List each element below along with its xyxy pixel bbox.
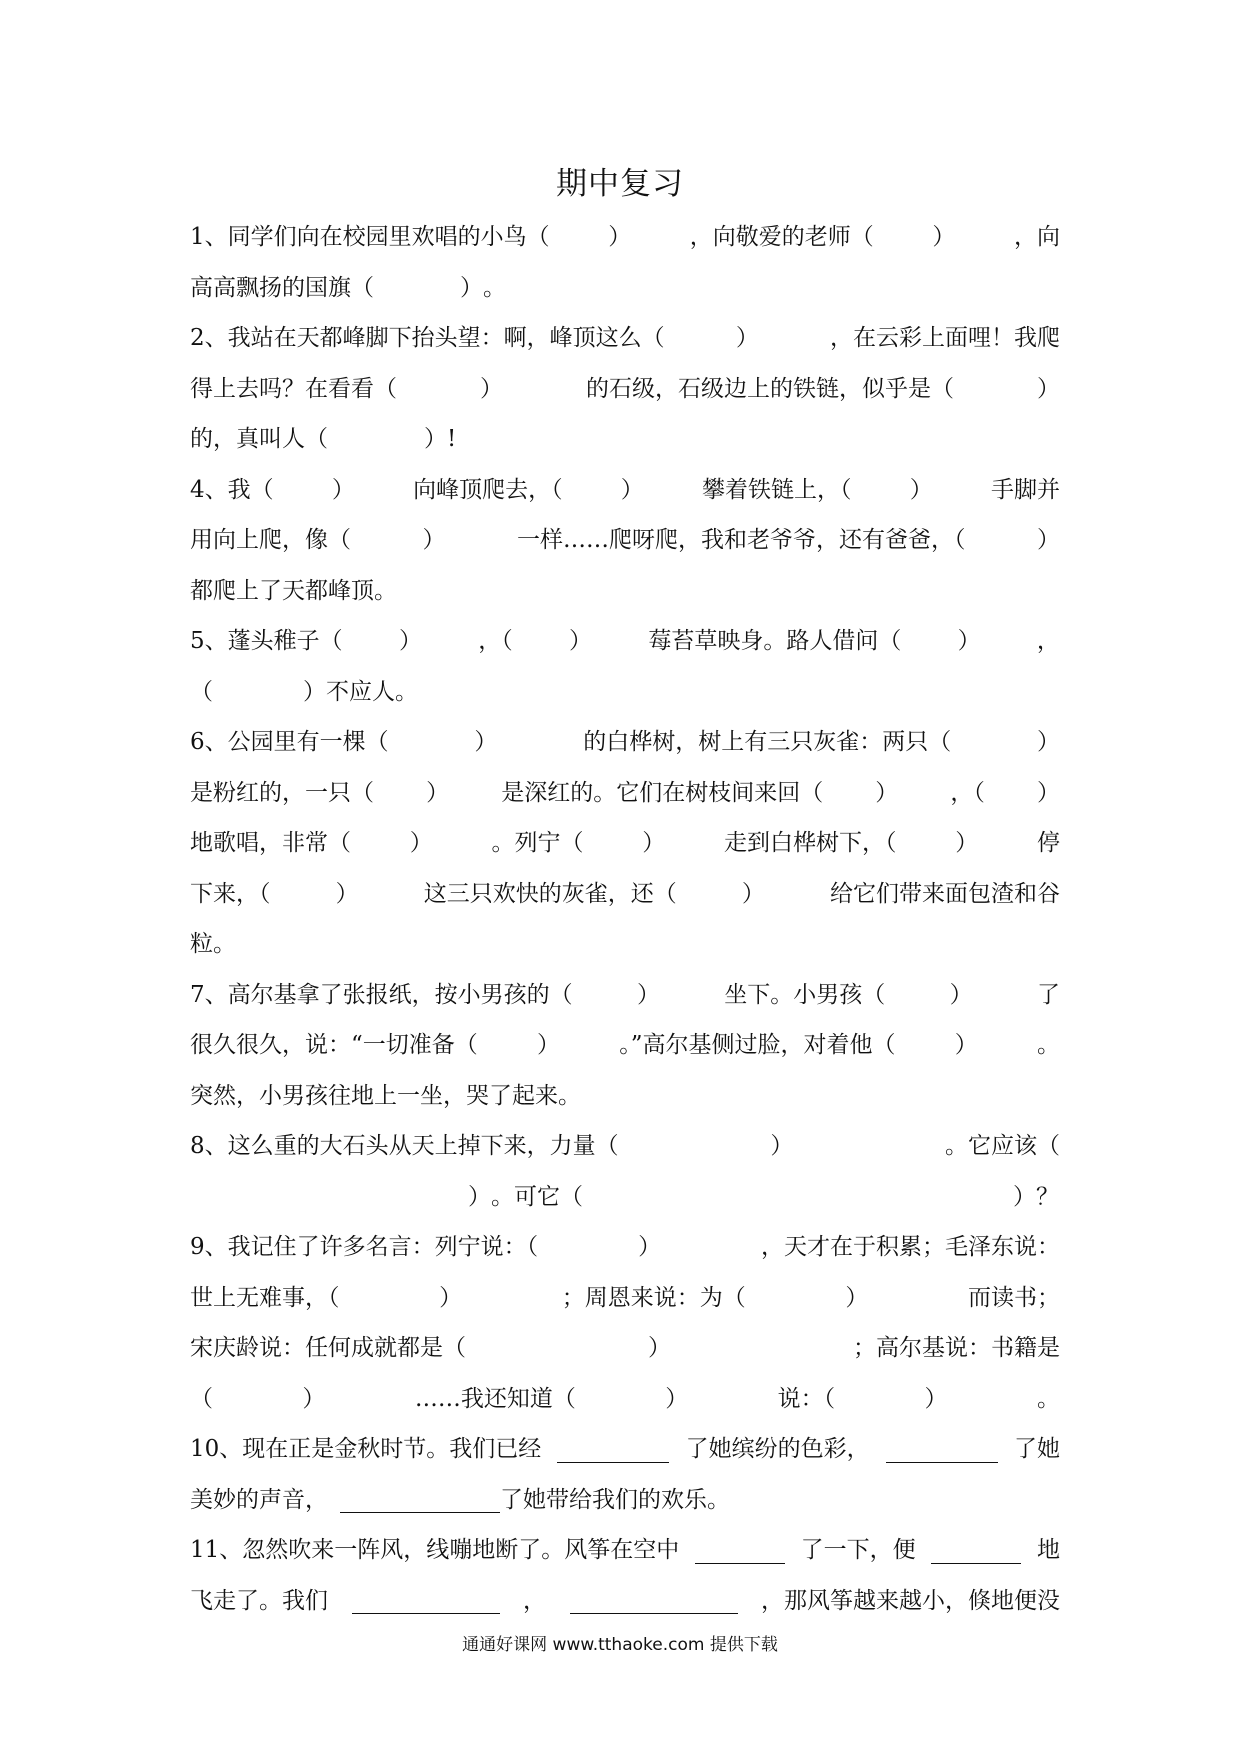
text-line bbox=[190, 212, 1060, 263]
text-segment: 突然，小男孩往地上一坐，哭了起来。 bbox=[190, 1082, 581, 1109]
text-segment: 不应人。 bbox=[326, 678, 418, 705]
text-segment: 的石级，石级边上的铁链，似乎是（ bbox=[586, 375, 954, 402]
text-segment: 10、现在正是金秋时节。我们已经 bbox=[190, 1436, 542, 1462]
text-segment: ） bbox=[1036, 729, 1060, 755]
text-segment: 是粉红的，一只（ bbox=[190, 779, 374, 806]
text-segment: 4、我（ bbox=[190, 476, 274, 503]
footer-credit: 通通好课网 www.tthaoke.com 提供下载 bbox=[462, 1635, 778, 1655]
text-segment: 这三只欢快的灰雀，还（ bbox=[423, 880, 677, 907]
text-segment: ，（ bbox=[950, 779, 985, 806]
text-segment: 飞走了。我们 bbox=[190, 1587, 328, 1614]
text-segment: 美妙的声音， bbox=[190, 1486, 328, 1513]
text-segment: 是深红的。它们在树枝间来回（ bbox=[501, 779, 824, 806]
text-segment: ， bbox=[523, 1587, 546, 1614]
text-segment: 了她带给我们的欢乐。 bbox=[500, 1486, 730, 1513]
text-segment: ） bbox=[638, 1234, 662, 1260]
text-segment: 粒。 bbox=[190, 931, 236, 957]
text-segment: ） bbox=[845, 1284, 869, 1311]
text-segment: 向峰顶爬去，（ bbox=[413, 476, 563, 503]
text-segment: 手脚并 bbox=[990, 476, 1060, 503]
text-segment: ） bbox=[741, 880, 765, 907]
answer-blank[interactable] bbox=[352, 1587, 500, 1614]
text-segment: ） bbox=[932, 224, 956, 250]
text-segment: ） bbox=[460, 274, 483, 301]
text-segment: ） bbox=[468, 1183, 491, 1210]
text-segment: ……我还知道（ bbox=[414, 1385, 576, 1412]
text-segment: 9、我记住了许多名言：列宁说：（ bbox=[190, 1234, 539, 1260]
text-line bbox=[190, 465, 1060, 516]
text-segment: ；周恩来说：为（ bbox=[561, 1284, 746, 1311]
text-segment: 。 bbox=[1036, 1385, 1060, 1412]
text-segment: 了 bbox=[1036, 981, 1060, 1008]
text-segment: ，在云彩上面哩！我爬 bbox=[829, 325, 1060, 351]
text-segment: 。”高尔基侧过脸，对着他（ bbox=[619, 1032, 896, 1058]
text-segment: ） bbox=[422, 527, 446, 553]
text-segment: 宋庆龄说：任何成就都是（ bbox=[190, 1335, 466, 1361]
text-segment: 很久很久，说：“一切准备（ bbox=[190, 1032, 478, 1058]
text-line bbox=[190, 566, 1060, 617]
text-segment: 而读书； bbox=[968, 1284, 1060, 1311]
text-segment: 。可它（ bbox=[491, 1183, 583, 1210]
text-segment: 。 bbox=[483, 274, 506, 301]
text-segment: ） bbox=[398, 628, 422, 654]
answer-blank[interactable] bbox=[340, 1486, 500, 1513]
text-segment: 了她 bbox=[1013, 1436, 1060, 1462]
text-segment: ，（ bbox=[478, 628, 513, 654]
answer-blank[interactable] bbox=[570, 1587, 738, 1614]
text-segment: ） bbox=[636, 981, 660, 1008]
text-line bbox=[190, 515, 1060, 566]
text-line bbox=[190, 313, 1060, 364]
text-segment: 给它们带来面包渣和谷 bbox=[830, 880, 1060, 907]
text-segment: ） bbox=[924, 1385, 948, 1412]
text-line bbox=[190, 970, 1060, 1021]
text-line bbox=[190, 364, 1060, 415]
text-segment: ） bbox=[569, 628, 593, 654]
text-segment: 都爬上了天都峰顶。 bbox=[190, 577, 397, 604]
text-segment: ） bbox=[954, 1032, 978, 1058]
text-segment: 的，真叫人（ bbox=[190, 426, 328, 452]
text-segment: ，那风筝越来越小，倏地便没 bbox=[761, 1587, 1060, 1614]
text-segment: 高高飘扬的国旗（ bbox=[190, 274, 374, 301]
text-segment: ） bbox=[426, 779, 450, 806]
text-segment: 说：（ bbox=[777, 1385, 836, 1412]
text-segment: 莓苔草映身。路人借问（ bbox=[648, 628, 902, 654]
text-line bbox=[190, 263, 1060, 314]
text-segment: ） bbox=[424, 426, 447, 452]
text-segment: 了她缤纷的色彩， bbox=[685, 1436, 870, 1462]
text-line bbox=[190, 1071, 1060, 1122]
text-segment: 。它应该（ bbox=[944, 1133, 1060, 1159]
text-segment: ） bbox=[303, 678, 326, 705]
text-line bbox=[190, 1424, 1060, 1475]
text-segment: 走到白桦树下，（ bbox=[724, 830, 897, 856]
text-segment: ，向 bbox=[1013, 224, 1060, 250]
text-segment: 。 bbox=[1036, 1032, 1060, 1058]
text-line bbox=[190, 667, 1060, 718]
text-segment: ） bbox=[957, 628, 981, 654]
text-line bbox=[190, 1121, 1060, 1172]
text-segment: 攀着铁链上，（ bbox=[702, 476, 852, 503]
text-segment: ） bbox=[335, 880, 359, 907]
text-segment: ） bbox=[409, 830, 433, 856]
text-segment: 的白桦树，树上有三只灰雀：两只（ bbox=[583, 729, 952, 755]
exercise-body bbox=[190, 212, 1060, 1626]
text-line bbox=[190, 414, 1060, 465]
text-segment: ？ bbox=[1036, 1183, 1059, 1210]
text-segment: ） bbox=[770, 1133, 794, 1159]
text-line bbox=[190, 768, 1060, 819]
text-segment: ） bbox=[648, 1335, 671, 1361]
text-segment: 。列宁（ bbox=[491, 830, 584, 856]
text-segment: ，向敬爱的老师（ bbox=[689, 224, 874, 250]
text-segment: ， bbox=[1036, 628, 1060, 654]
text-segment: 下来，（ bbox=[190, 880, 271, 907]
text-segment: ） bbox=[1013, 1183, 1036, 1210]
text-segment: 1、同学们向在校园里欢唱的小鸟（ bbox=[190, 224, 550, 250]
text-segment: 得上去吗？在看看（ bbox=[190, 375, 397, 402]
text-line bbox=[190, 1172, 1060, 1223]
text-segment: 地 bbox=[1036, 1537, 1060, 1563]
text-line bbox=[190, 818, 1060, 869]
text-segment: 停 bbox=[1037, 830, 1060, 856]
text-segment: ! bbox=[447, 426, 457, 452]
text-segment: 世上无难事，（ bbox=[190, 1284, 340, 1311]
text-segment: （ bbox=[190, 678, 213, 705]
answer-blank[interactable] bbox=[557, 1436, 669, 1463]
text-segment: 坐下。小男孩（ bbox=[724, 981, 886, 1008]
text-segment: ，天才在于积累；毛泽东说： bbox=[760, 1234, 1060, 1260]
text-segment: 5、蓬头稚子（ bbox=[190, 628, 343, 654]
text-segment: 7、高尔基拿了张报纸，按小男孩的（ bbox=[190, 981, 573, 1008]
text-segment: 地歌唱，非常（ bbox=[190, 830, 351, 856]
text-line bbox=[190, 1525, 1060, 1576]
text-line bbox=[190, 869, 1060, 920]
text-segment: ） bbox=[665, 1385, 689, 1412]
page-title: 期中复习 bbox=[556, 166, 684, 202]
text-line bbox=[190, 1222, 1060, 1273]
text-line bbox=[190, 1323, 1060, 1374]
text-segment: ） bbox=[608, 224, 632, 250]
answer-blank[interactable] bbox=[886, 1436, 998, 1463]
text-segment: ） bbox=[875, 779, 899, 806]
text-segment: ） bbox=[474, 729, 498, 755]
text-segment: ） bbox=[735, 325, 759, 351]
text-segment: ） bbox=[909, 476, 933, 503]
text-segment: 8、这么重的大石头从天上掉下来，力量（ bbox=[190, 1133, 619, 1159]
text-segment: ） bbox=[331, 476, 355, 503]
text-segment: ） bbox=[1037, 375, 1060, 402]
text-line bbox=[190, 1273, 1060, 1324]
text-segment: 2、我站在天都峰脚下抬头望：啊，峰顶这么（ bbox=[190, 325, 665, 351]
answer-blank[interactable] bbox=[695, 1537, 785, 1564]
text-segment: ） bbox=[302, 1385, 326, 1412]
text-line bbox=[190, 616, 1060, 667]
text-segment: ） bbox=[955, 830, 979, 856]
text-line bbox=[190, 1020, 1060, 1071]
text-segment: ） bbox=[620, 476, 644, 503]
text-segment: ） bbox=[537, 1032, 560, 1058]
text-segment: （ bbox=[190, 1385, 213, 1412]
text-segment: ） bbox=[1037, 527, 1060, 553]
text-segment: 一样……爬呀爬，我和老爷爷，还有爸爸，（ bbox=[517, 527, 966, 553]
text-segment: 11、忽然吹来一阵风，线嘣地断了。风筝在空中 bbox=[190, 1537, 680, 1563]
text-segment: ） bbox=[439, 1284, 463, 1311]
text-line bbox=[190, 1576, 1060, 1627]
text-line bbox=[190, 1374, 1060, 1425]
text-segment: ） bbox=[1036, 779, 1060, 806]
answer-blank[interactable] bbox=[931, 1537, 1021, 1564]
text-line bbox=[190, 919, 1060, 970]
text-segment: ） bbox=[949, 981, 973, 1008]
text-line bbox=[190, 1475, 1060, 1526]
text-segment: ） bbox=[642, 830, 666, 856]
text-segment: 用向上爬，像（ bbox=[190, 527, 351, 553]
text-segment: 6、公园里有一棵（ bbox=[190, 729, 389, 755]
text-segment: ） bbox=[480, 375, 503, 402]
text-segment: ；高尔基说：书籍是 bbox=[853, 1335, 1060, 1361]
text-line bbox=[190, 717, 1060, 768]
text-segment: 了一下，便 bbox=[800, 1537, 916, 1563]
